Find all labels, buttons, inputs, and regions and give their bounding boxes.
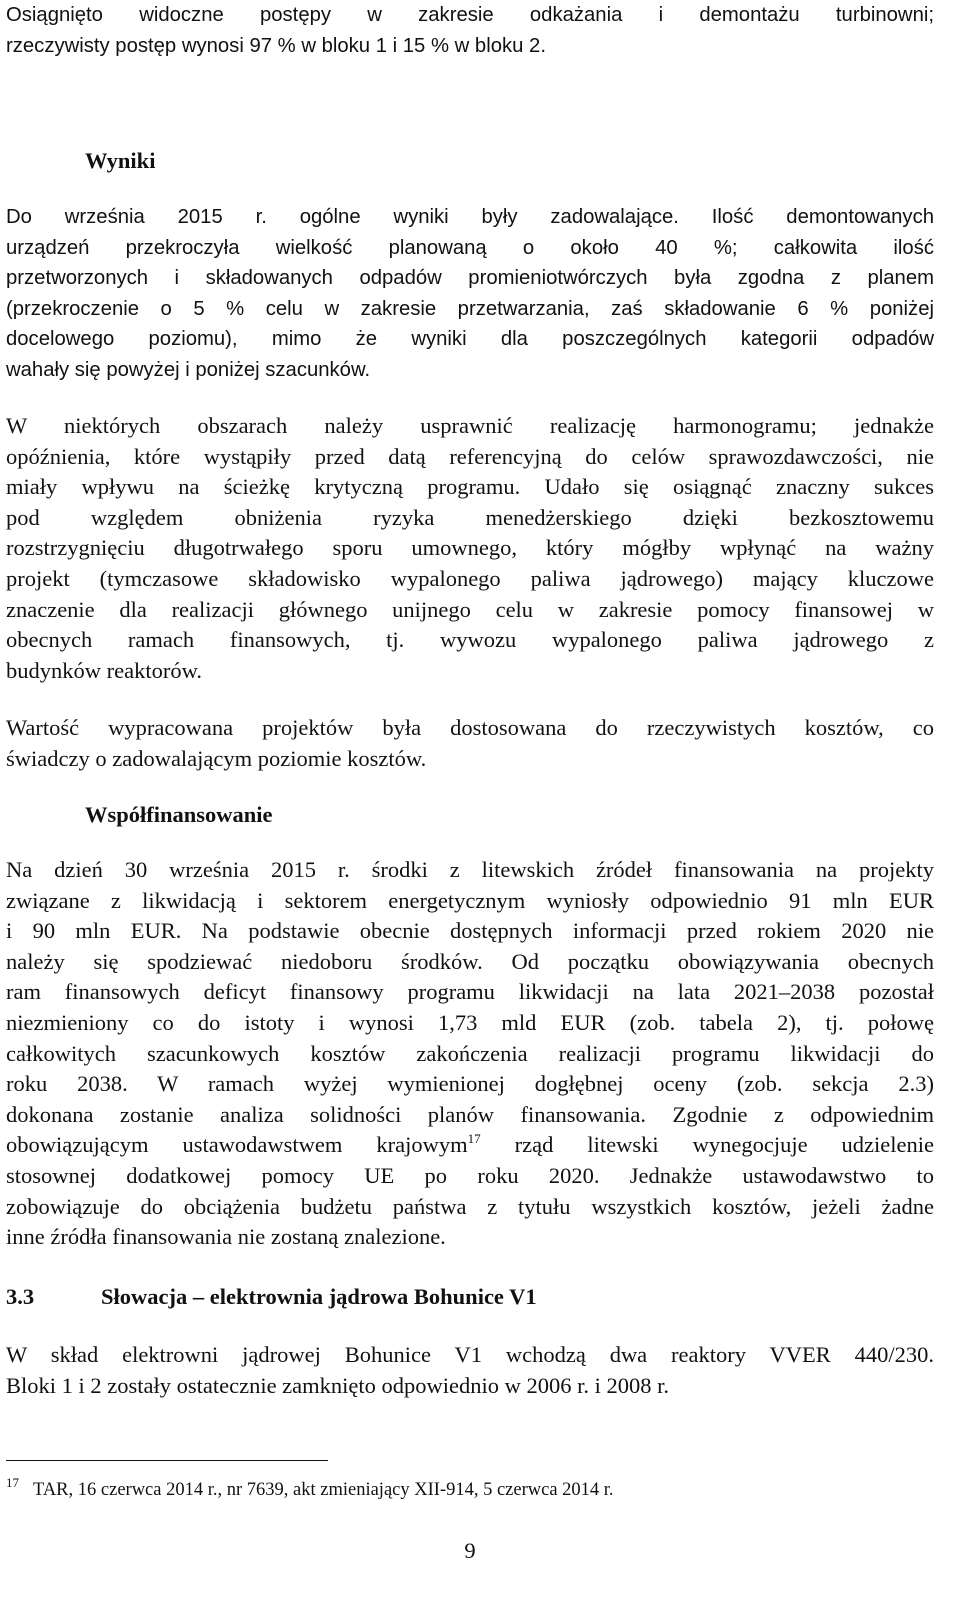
text-line: wahały się powyżej i poniżej szacunków. xyxy=(6,358,371,381)
text-line: pod względem obniżenia ryzyka menedżerskiego dzięki bezkosztowemu xyxy=(6,504,934,530)
results-paragraph-2 xyxy=(6,411,934,686)
cofinancing-heading: Współfinansowanie xyxy=(85,802,273,827)
text-line: znaczenie dla realizacji głównego unijnego celu w zakresie pomocy finansowej w xyxy=(6,596,934,622)
section-title: Słowacja – elektrownia jądrowa Bohunice V1 xyxy=(101,1284,537,1309)
intro-paragraph xyxy=(6,0,934,61)
text-line: projekt (tymczasowe składowisko wypalonego paliwa jądrowego) mający kluczowe xyxy=(6,565,934,591)
section-number: 3.3 xyxy=(6,1284,35,1309)
text-line: i 90 mln EUR. Na podstawie obecnie dostępnych informacji przed rokiem 2020 nie xyxy=(6,918,934,944)
text-line: dokonana zostanie analiza solidności planów finansowania. Zgodnie z odpowiednim xyxy=(6,1101,934,1127)
text-line: (przekroczenie o 5 % celu w zakresie przetwarzania, zaś składowanie 6 % poniżej xyxy=(6,297,934,320)
text-line: inne źródła finansowania nie zostaną znalezione. xyxy=(6,1224,446,1250)
text-line: związane z likwidacją i sektorem energetycznym wyniosły odpowiednio 91 mln EUR xyxy=(6,887,934,913)
text-line: docelowego poziomu), mimo że wyniki dla poszczególnych kategorii odpadów xyxy=(6,328,934,351)
text-line: roku 2038. W ramach wyżej wymienionej dogłębnej oceny (zob. sekcja 2.3) xyxy=(6,1071,934,1097)
results-paragraph-1 xyxy=(6,202,934,386)
text-line: stosownej dodatkowej pomocy UE po roku 2020. Jednakże ustawodawstwo to xyxy=(6,1162,934,1188)
text-line: urządzeń przekroczyła wielkość planowaną o około 40 %; całkowita ilość xyxy=(6,236,934,259)
text-fragment: rząd litewski wynegocjuje udzielenie xyxy=(480,1132,935,1158)
text-line: należy się spodziewać niedoboru środków. Od początku obowiązywania obecnych xyxy=(6,948,934,974)
text-line: świadczy o zadowalającym poziomie kosztów. xyxy=(6,745,427,771)
text-fragment: obowiązującym ustawodawstwem krajowym xyxy=(6,1132,468,1158)
footnote-reference[interactable]: 17 xyxy=(467,1131,481,1147)
cofinancing-paragraph xyxy=(6,855,934,1253)
text-line: miały wpływu na ścieżkę krytyczną programu. Udało się osiągnąć znaczny sukces xyxy=(6,474,934,500)
text-line: Do września 2015 r. ogólne wyniki były zadowalające. Ilość demontowanych xyxy=(6,206,934,228)
text-line: zobowiązuje do obciążenia budżetu państwa z tytułu wszystkich kosztów, jeżeli żadne xyxy=(6,1193,934,1219)
text-line: opóźnienia, które wystąpiły przed datą referencyjną do celów sprawozdawczości, nie xyxy=(6,443,934,469)
text-line: Wartość wypracowana projektów była dostosowana do rzeczywistych kosztów, co xyxy=(6,715,934,740)
text-line: W skład elektrowni jądrowej Bohunice V1 wchodzą dwa reaktory VVER 440/230. xyxy=(6,1342,934,1367)
text-line: ram finansowych deficyt finansowy programu likwidacji na lata 2021–2038 pozostał xyxy=(6,979,934,1005)
text-line: Bloki 1 i 2 zostały ostatecznie zamknięto odpowiednio w 2006 r. i 2008 r. xyxy=(6,1372,670,1398)
text-line: przetworzonych i składowanych odpadów promieniotwórczych była zgodna z planem xyxy=(6,267,934,290)
text-line: W niektórych obszarach należy usprawnić realizację harmonogramu; jednakże xyxy=(6,413,934,438)
text-line: rozstrzygnięciu długotrwałego sporu umownego, który mógłby wpłynąć na ważny xyxy=(6,535,934,561)
text-line-with-footnote xyxy=(6,1130,934,1161)
text-line: całkowitych szacunkowych kosztów zakończenia realizacji programu likwidacji do xyxy=(6,1040,934,1066)
text-line: budynków reaktorów. xyxy=(6,657,202,683)
results-heading: Wyniki xyxy=(85,148,156,173)
footnote xyxy=(6,1470,906,1503)
text-line: obecnych ramach finansowych, tj. wywozu wypalonego paliwa jądrowego z xyxy=(6,627,934,653)
page-number: 9 xyxy=(464,1538,476,1563)
section-paragraph xyxy=(6,1340,934,1401)
text-line: Osiągnięto widoczne postępy w zakresie odkażania i demontażu turbinowni; xyxy=(6,4,934,26)
section-heading xyxy=(6,1282,537,1312)
footnote-separator xyxy=(6,1460,328,1461)
text-line: rzeczywisty postęp wynosi 97 % w bloku 1 i 15 % w bloku 2. xyxy=(6,34,546,57)
results-paragraph-3 xyxy=(6,713,934,774)
text-line: Na dzień 30 września 2015 r. środki z litewskich źródeł finansowania na projekty xyxy=(6,857,934,882)
footnote-text: TAR, 16 czerwca 2014 r., nr 7639, akt zmieniający XII-914, 5 czerwca 2014 r. xyxy=(33,1480,614,1500)
text-line: niezmieniony co do istoty i wynosi 1,73 mld EUR (zob. tabela 2), tj. połowę xyxy=(6,1009,934,1035)
footnote-number: 17 xyxy=(6,1475,19,1490)
